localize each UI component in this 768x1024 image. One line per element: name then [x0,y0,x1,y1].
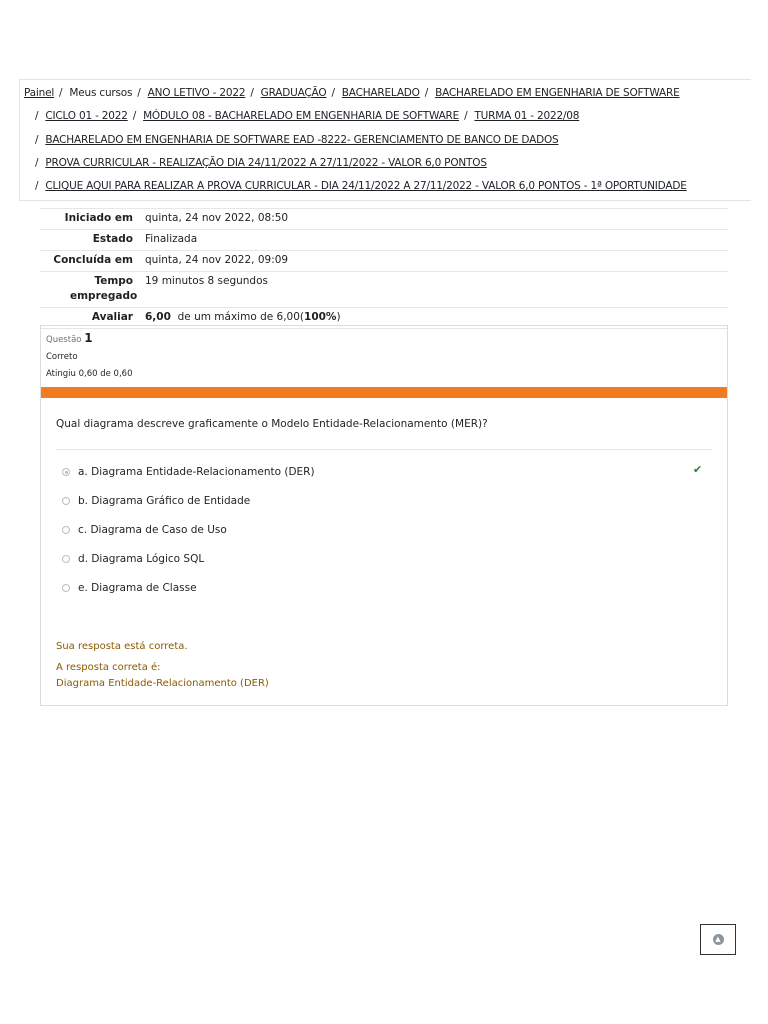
summary-row-started [40,208,728,229]
breadcrumb-cycle-link[interactable]: CICLO 01 - 2022 [45,110,128,122]
back-to-top-button[interactable] [700,924,736,955]
summary-label: Concluída em [53,254,133,266]
breadcrumb-exam-link[interactable]: PROVA CURRICULAR - REALIZAÇÃO DIA 24/11/2022 A 27/11/2022 - VALOR 6,0 PONTOS [45,157,487,169]
summary-value: quinta, 24 nov 2022, 08:50 [145,212,289,224]
breadcrumb-my-courses: Meus cursos [69,87,133,99]
summary-row-state [40,229,728,250]
grade-close: ) [336,311,341,323]
right-answer-value: Diagrama Entidade-Relacionamento (DER) [56,678,269,689]
breadcrumb-graduation-link[interactable]: GRADUAÇÃO [260,87,327,99]
summary-row-completed [40,250,728,271]
answer-option-e[interactable] [62,582,197,594]
answer-option-label: a. Diagrama Entidade-Relacionamento (DER) [78,466,315,478]
question-text: Qual diagrama descreve graficamente o Modelo Entidade-Relacionamento (MER)? [56,418,488,430]
breadcrumb-attempt-link[interactable]: CLIQUE AQUI PARA REALIZAR A PROVA CURRICULAR - DIA 24/11/2022 A 27/11/2022 - VALOR 6,0 PONTOS - 1ª OPORTUNIDADE [45,180,687,192]
answer-option-c[interactable] [62,524,227,536]
grade-suffix: de um máximo de 6,00( [177,311,305,323]
question-number-value: 1 [84,331,93,345]
breadcrumb [19,79,751,201]
breadcrumb-line-2: / CICLO 01 - 2022 / MÓDULO 08 - BACHARELADO EM ENGENHARIA DE SOFTWARE / TURMA 01 - 2022/08 [35,110,580,122]
radio-button-selected[interactable] [62,468,70,476]
summary-value: Finalizada [145,233,198,245]
question-label: Questão [46,335,82,345]
attempt-summary-table [40,208,728,329]
breadcrumb-course-link[interactable]: BACHARELADO EM ENGENHARIA DE SOFTWARE EAD -8222- GERENCIAMENTO DE BANCO DE DADOS [45,134,559,146]
summary-value: quinta, 24 nov 2022, 09:09 [145,254,289,266]
grade-percent: 100% [304,311,337,323]
question-card [40,325,728,706]
radio-button[interactable] [62,584,70,592]
breadcrumb-line-4: / PROVA CURRICULAR - REALIZAÇÃO DIA 24/11/2022 A 27/11/2022 - VALOR 6,0 PONTOS [35,157,487,169]
breadcrumb-line-1: Painel / Meus cursos / ANO LETIVO - 2022 / GRADUAÇÃO / BACHARELADO / BACHARELADO EM ENGENHARIA DE SOFTWARE [24,87,680,99]
breadcrumb-line-5: / CLIQUE AQUI PARA REALIZAR A PROVA CURRICULAR - DIA 24/11/2022 A 27/11/2022 - VALOR 6,0 PONTOS - 1ª OPORTUNIDADE [35,180,687,192]
answer-option-label: b. Diagrama Gráfico de Entidade [78,495,251,507]
radio-button[interactable] [62,555,70,563]
check-icon: ✔ [693,463,703,476]
answer-option-d[interactable] [62,553,204,565]
summary-row-time [40,271,728,307]
answer-option-b[interactable] [62,495,250,507]
chevron-up-icon: ▲ [713,934,724,945]
breadcrumb-bachelor-link[interactable]: BACHARELADO [341,87,420,99]
answer-option-a[interactable] [62,466,315,478]
answer-option-label: e. Diagrama de Classe [78,582,197,594]
radio-button[interactable] [62,526,70,534]
question-grade: Atingiu 0,60 de 0,60 [46,369,133,379]
breadcrumb-line-3: / BACHARELADO EM ENGENHARIA DE SOFTWARE EAD -8222- GERENCIAMENTO DE BANCO DE DADOS [35,134,559,146]
breadcrumb-class-link[interactable]: TURMA 01 - 2022/08 [474,110,580,122]
summary-label: Avaliar [91,311,133,323]
feedback-correct: Sua resposta está correta. [56,641,188,652]
grade-value: 6,00 [145,311,171,323]
summary-value [145,310,728,325]
breadcrumb-painel-link[interactable]: Painel [24,87,55,99]
answer-option-label: c. Diagrama de Caso de Uso [78,524,227,536]
question-number [46,331,93,345]
summary-label: Iniciado em [64,212,133,224]
question-state: Correto [46,352,78,362]
radio-button[interactable] [62,497,70,505]
summary-value: 19 minutos 8 segundos [145,275,268,287]
question-accent-bar [41,387,727,398]
breadcrumb-year-link[interactable]: ANO LETIVO - 2022 [147,87,246,99]
breadcrumb-program-link[interactable]: BACHARELADO EM ENGENHARIA DE SOFTWARE [435,87,680,99]
summary-label: Tempo empregado [70,275,138,302]
question-divider [56,449,712,450]
answer-option-label: d. Diagrama Lógico SQL [78,553,205,565]
summary-label: Estado [92,233,133,245]
breadcrumb-module-link[interactable]: MÓDULO 08 - BACHARELADO EM ENGENHARIA DE SOFTWARE [143,110,460,122]
right-answer-label: A resposta correta é: [56,662,161,673]
